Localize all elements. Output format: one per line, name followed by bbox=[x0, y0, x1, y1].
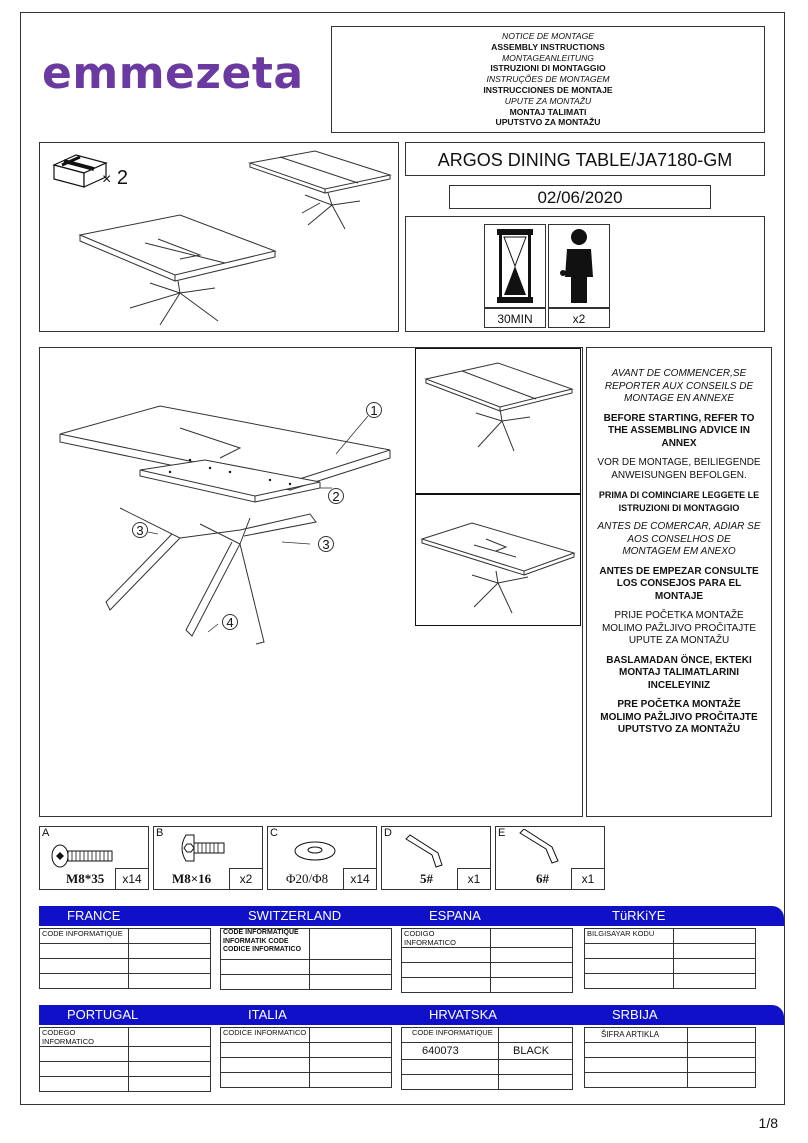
advice-text-en: BEFORE STARTING, REFER TO THE ASSEMBLING ADVICE IN ANNEX bbox=[603, 412, 755, 449]
part-label-3-left: 3 bbox=[132, 522, 148, 538]
bolt-icon bbox=[176, 831, 236, 865]
advice-text-tr: BASLAMADAN ÖNCE, EKTEKI MONTAJ TALIMATLARINI INCELEYINIZ bbox=[606, 654, 752, 691]
country-header: TüRKiYE bbox=[584, 906, 784, 926]
table-illustration bbox=[40, 143, 400, 333]
person-icon bbox=[549, 225, 609, 307]
allen-key-icon bbox=[402, 833, 452, 873]
code-table bbox=[584, 928, 756, 989]
code-label: BILGISAYAR KODU bbox=[585, 929, 674, 944]
code-label: CODE INFORMATIQUE INFORMATIK CODE CODICE INFORMATICO bbox=[221, 929, 310, 960]
persons-label: x2 bbox=[548, 308, 610, 328]
product-title: ARGOS DINING TABLE/JA7180-GM bbox=[405, 142, 765, 176]
exploded-view-box bbox=[39, 347, 583, 817]
country-srbija bbox=[584, 1005, 756, 1091]
allen-key-icon bbox=[516, 829, 566, 869]
country-header: HRVATSKA bbox=[401, 1005, 601, 1025]
code-label: CODE INFORMATIQUE bbox=[40, 929, 129, 944]
code-label: ŠIFRA ARTIKLA bbox=[585, 1028, 688, 1043]
country-turkiye bbox=[584, 906, 756, 992]
code-table bbox=[401, 1027, 573, 1090]
advice-text-it: PRIMA DI COMINCIARE LEGGETE LE ISTRUZIONI DI MONTAGGIO bbox=[598, 490, 760, 513]
advice-text-fr: AVANT DE COMMENCER,SE REPORTER AUX CONSEILS DE MONTAGE EN ANNEXE bbox=[604, 368, 754, 404]
country-header: SRBIJA bbox=[584, 1005, 784, 1025]
country-header: ITALIA bbox=[220, 1005, 420, 1025]
notice-line: NOTICE DE MONTAGE bbox=[502, 31, 594, 41]
country-espana bbox=[401, 906, 573, 992]
package-overview-box bbox=[39, 142, 399, 332]
advice-box bbox=[586, 347, 772, 817]
brand-logo: emmezeta bbox=[42, 48, 304, 99]
advice-text-hr: PRIJE POČETKA MONTAŽE MOLIMO PAŽLJIVO PROČITAJTE UPUTE ZA MONTAŽU bbox=[601, 610, 757, 646]
country-header: PORTUGAL bbox=[39, 1005, 239, 1025]
extended-table-view bbox=[415, 494, 581, 626]
notice-line: MONTAJ TALIMATI bbox=[509, 106, 587, 117]
advice-text-de: VOR DE MONTAGE, BEILIEGENDE ANWEISUNGEN BEFOLGEN. bbox=[597, 457, 761, 481]
document-date: 02/06/2020 bbox=[449, 185, 711, 209]
notice-line: INSTRUÇÕES DE MONTAGEM bbox=[486, 74, 610, 85]
code-table bbox=[220, 1027, 392, 1088]
advice-text-es: ANTES DE EMPEZAR CONSULTE LOS CONSEJOS PARA EL MONTAJE bbox=[599, 565, 759, 602]
notice-line: INSTRUCCIONES DE MONTAJE bbox=[483, 84, 613, 95]
code-table bbox=[584, 1027, 756, 1088]
time-label: 30MIN bbox=[484, 308, 546, 328]
hardware-qty: x14 bbox=[343, 868, 376, 889]
code-table bbox=[220, 928, 392, 990]
code-label: CODICE INFORMATICO bbox=[221, 1028, 310, 1043]
hardware-item-b: B M8×16 x2 bbox=[153, 826, 263, 890]
country-hrvatska bbox=[401, 1005, 573, 1091]
hardware-qty: x1 bbox=[571, 868, 604, 889]
hardware-qty: x2 bbox=[229, 868, 262, 889]
code-label: CODIGO INFORMATICO bbox=[402, 929, 491, 948]
washer-icon bbox=[290, 837, 340, 863]
hardware-item-a: A M8*35 x14 bbox=[39, 826, 149, 890]
extended-table-drawing bbox=[416, 495, 580, 625]
country-portugal bbox=[39, 1005, 211, 1091]
requirements-box bbox=[405, 216, 765, 332]
part-label-3-right: 3 bbox=[318, 536, 334, 552]
advice-text-rs: PRE POČETKA MONTAŽE MOLIMO PAŽLJIVO PROČITAJTE UPUTSTVO ZA MONTAŽU bbox=[600, 699, 758, 735]
country-header: FRANCE bbox=[39, 906, 239, 926]
hardware-qty: x1 bbox=[457, 868, 490, 889]
page-number: 1/8 bbox=[758, 1115, 778, 1131]
exploded-diagram bbox=[40, 388, 416, 688]
screw-icon bbox=[48, 841, 118, 871]
hardware-item-e: E 6# x1 bbox=[495, 826, 605, 890]
notice-line: ISTRUZIONI DI MONTAGGIO bbox=[490, 63, 606, 74]
closed-table-view bbox=[415, 348, 581, 494]
package-count: × 2 bbox=[102, 167, 129, 189]
product-color: BLACK bbox=[499, 1043, 573, 1060]
country-header: ESPANA bbox=[401, 906, 601, 926]
country-switzerland bbox=[220, 906, 392, 992]
country-france bbox=[39, 906, 211, 992]
notice-line: ASSEMBLY INSTRUCTIONS bbox=[491, 41, 605, 52]
notice-box bbox=[331, 26, 765, 133]
part-label-2: 2 bbox=[328, 488, 344, 504]
closed-table-drawing bbox=[416, 349, 580, 493]
notice-line: UPUTSTVO ZA MONTAŽU bbox=[495, 117, 601, 128]
advice-text-pt: ANTES DE COMERCAR, ADIAR SE AOS CONSELHOS DE MONTAGEM EM ANEXO bbox=[597, 521, 761, 557]
code-label: CODEGO INFORMATICO bbox=[40, 1028, 129, 1047]
country-italia bbox=[220, 1005, 392, 1091]
notice-line: UPUTE ZA MONTAŽU bbox=[504, 95, 592, 106]
code-table bbox=[401, 928, 573, 993]
hardware-qty: x14 bbox=[115, 868, 148, 889]
time-icon-box bbox=[484, 224, 546, 308]
hourglass-icon bbox=[485, 225, 545, 307]
person-icon-box bbox=[548, 224, 610, 308]
part-label-1: 1 bbox=[366, 402, 382, 418]
hardware-item-d: D 5# x1 bbox=[381, 826, 491, 890]
code-table bbox=[39, 928, 211, 989]
code-label: CODE INFORMATIQUE bbox=[402, 1028, 499, 1043]
notice-line: MONTAGEANLEITUNG bbox=[502, 52, 594, 63]
hardware-item-c: C Φ20/Φ8 x14 bbox=[267, 826, 377, 890]
product-code: 640073 bbox=[402, 1043, 499, 1060]
country-header: SWITZERLAND bbox=[220, 906, 420, 926]
code-table bbox=[39, 1027, 211, 1092]
part-label-4: 4 bbox=[222, 614, 238, 630]
